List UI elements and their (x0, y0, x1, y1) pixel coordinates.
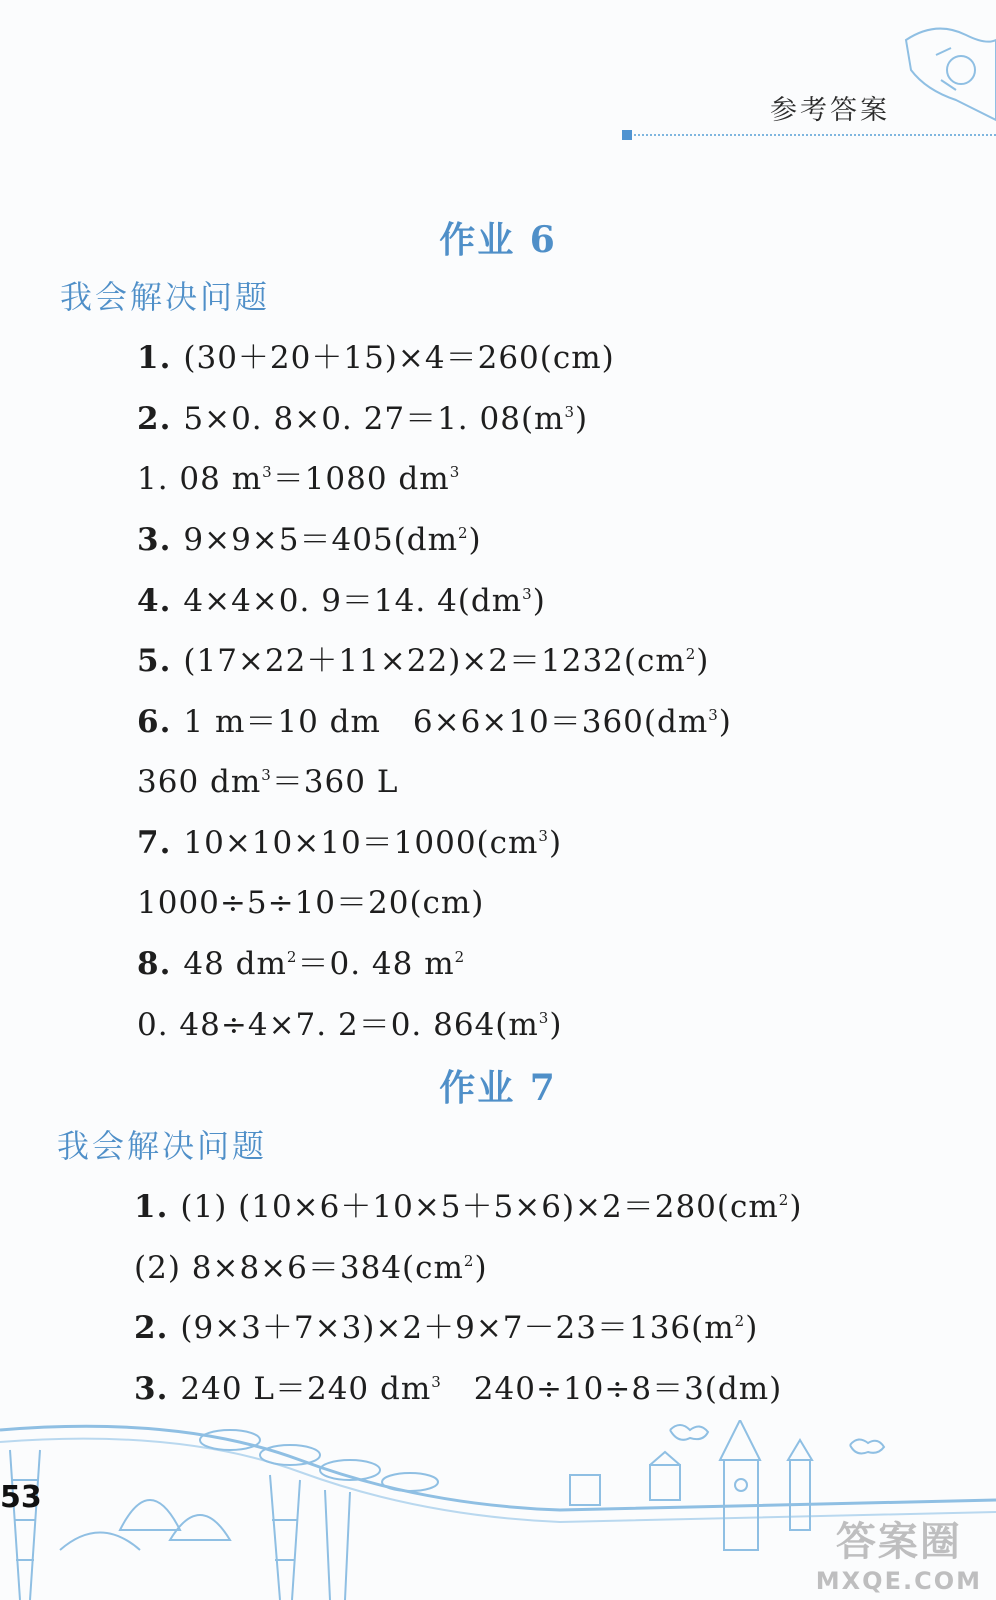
hw6-line-1: 1. (30＋20＋15)×4＝260(cm) (137, 340, 615, 376)
hw7-title: 作业 7 (439, 1067, 557, 1109)
hw6-line-6: 5. $(17\times 22+11\times 22)\times 2=1232(cm^2)$ (137, 643, 710, 679)
header-rule (626, 134, 996, 136)
hw6-line-7: 6. 1 m＝10 dm $6\times 6\times 10=360(dm^3)$ (137, 704, 732, 740)
hw6-line-2: 2. 5×0. 8×0. 27＝1. $08(m^3)$ (137, 401, 589, 437)
watermark (816, 1510, 982, 1595)
hw6-line-11: 8. 48 $dm^2=0$. 48 $m^2$ (137, 946, 466, 982)
hw6-line-3: 1. 08 $m^3=1080$ $dm^3$ (137, 461, 461, 497)
hw7-line-4: 3. 240 L＝240 $dm^3$ 240÷10÷8＝3(dm) (134, 1371, 783, 1407)
hw6-line-10: 1000÷5÷10＝20(cm) (137, 885, 485, 921)
hw6-section-title: 我会解决问题 (60, 278, 271, 316)
header-decoration-icon (896, 0, 996, 150)
hw6-line-8: 360 $dm^3=360$ L (137, 764, 399, 800)
hw7-line-3: 2. $(9\times 3+7\times 3)\times 2+9\times 7-23=136(m^2)$ (134, 1310, 759, 1346)
watermark-url: MXQE.COM (815, 1567, 982, 1595)
hw6-line-9: 7. $10\times 10\times 10=1000(cm^3)$ (137, 825, 563, 861)
hw6-line-4: 3. $9\times 9\times 5=405(dm^2)$ (137, 522, 482, 558)
header-square (622, 130, 632, 140)
hw7-section-title: 我会解决问题 (57, 1127, 268, 1165)
hw7-line-1: 1. (1) $(10\times 6+10\times 5+5\times 6)\times 2=280(cm^2)$ (134, 1189, 803, 1225)
hw7-line-2: (2) $8\times 8\times 6=384(cm^2)$ (134, 1250, 488, 1286)
hw6-title: 作业 6 (439, 219, 557, 261)
page-number: 53 (0, 1480, 42, 1515)
hw6-line-12: 0. 48÷4×7. 2＝0. $864(m^3)$ (137, 1007, 563, 1043)
header-label: 参考答案 (770, 95, 890, 126)
watermark-main: 答案圈 (835, 1519, 962, 1565)
hw6-line-5: 4. 4×4×0. 9＝14. $4(dm^3)$ (137, 583, 546, 619)
